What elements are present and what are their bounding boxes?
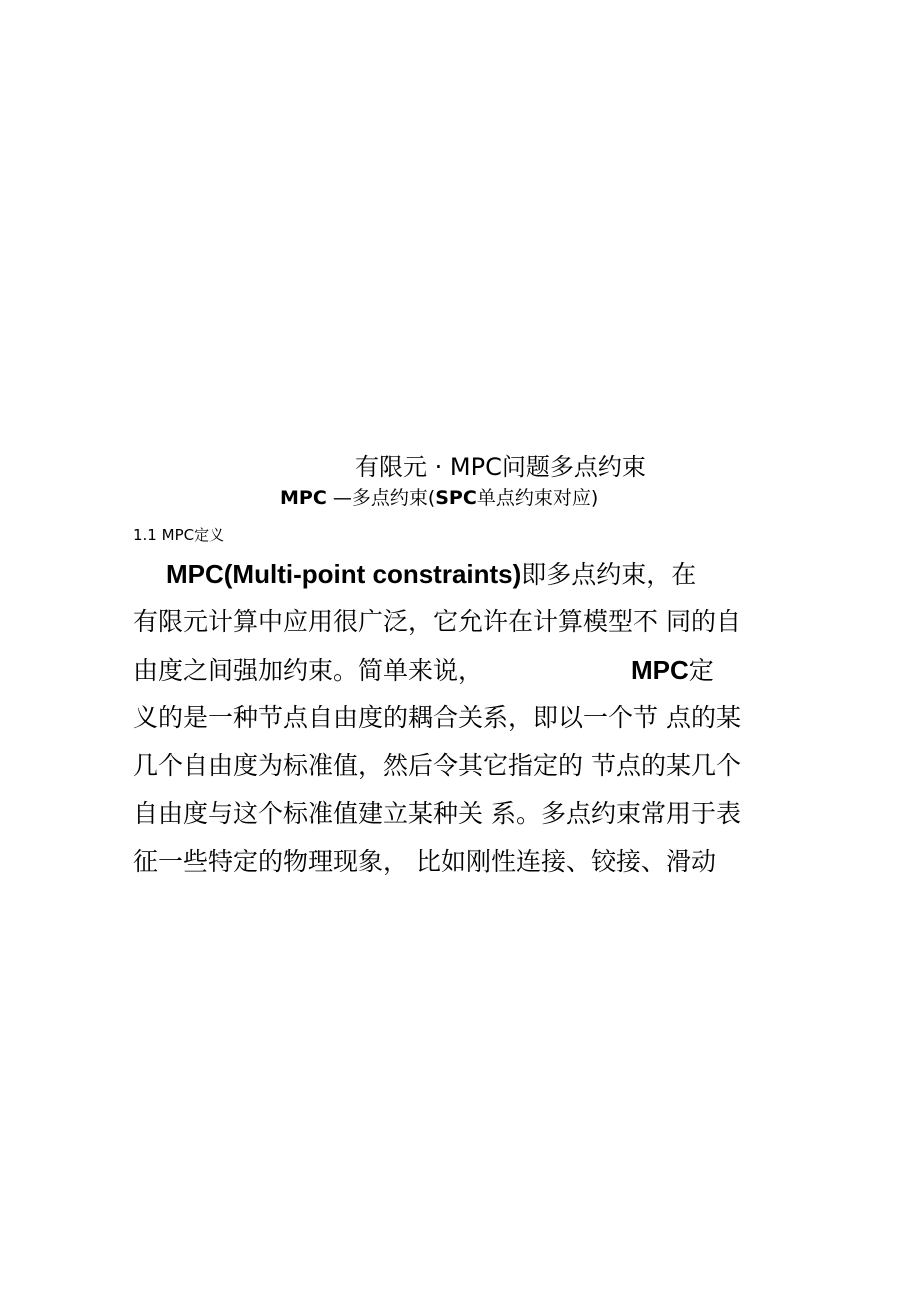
paragraph-line-2: 有限元计算中应用很广泛，它允许在计算模型不 同的自 [133, 607, 741, 636]
section-heading: 1.1 MPC定义 [133, 526, 225, 544]
paragraph-line-5: 几个自由度为标准值，然后令其它指定的 节点的某几个 [133, 751, 741, 780]
subtitle-paren-open: ( [427, 487, 436, 509]
paragraph-line-3-start: 由度之间强加约束。简单来说， [133, 656, 484, 685]
paragraph-line-3-end: 定 [688, 656, 714, 685]
subtitle-mpc: MPC [280, 487, 327, 509]
subtitle-dash-text: —多点约束 [326, 487, 428, 509]
subtitle-rest: 单点约束对应) [476, 487, 599, 509]
paragraph-line-7: 征一些特定的物理现象， 比如刚性连接、铰接、滑动 [133, 847, 716, 876]
paragraph-line-1-rest: 即多点约束，在 [521, 560, 697, 589]
paragraph-line-3 [133, 654, 714, 687]
paragraph-line-4: 义的是一种节点自由度的耦合关系，即以一个节 点的某 [133, 703, 741, 732]
mpc-term: MPC(Multi-point constraints) [166, 559, 522, 589]
mpc-term-inline: MPC [631, 655, 689, 685]
paragraph-line-6: 自由度与这个标准值建立某种关 系。多点约束常用于表 [133, 799, 741, 828]
document-title: 有限元 · MPC问题多点约束 [355, 453, 646, 481]
subtitle-spc: SPC [435, 487, 477, 509]
document-subtitle [280, 486, 598, 510]
paragraph-line-1 [166, 558, 696, 591]
